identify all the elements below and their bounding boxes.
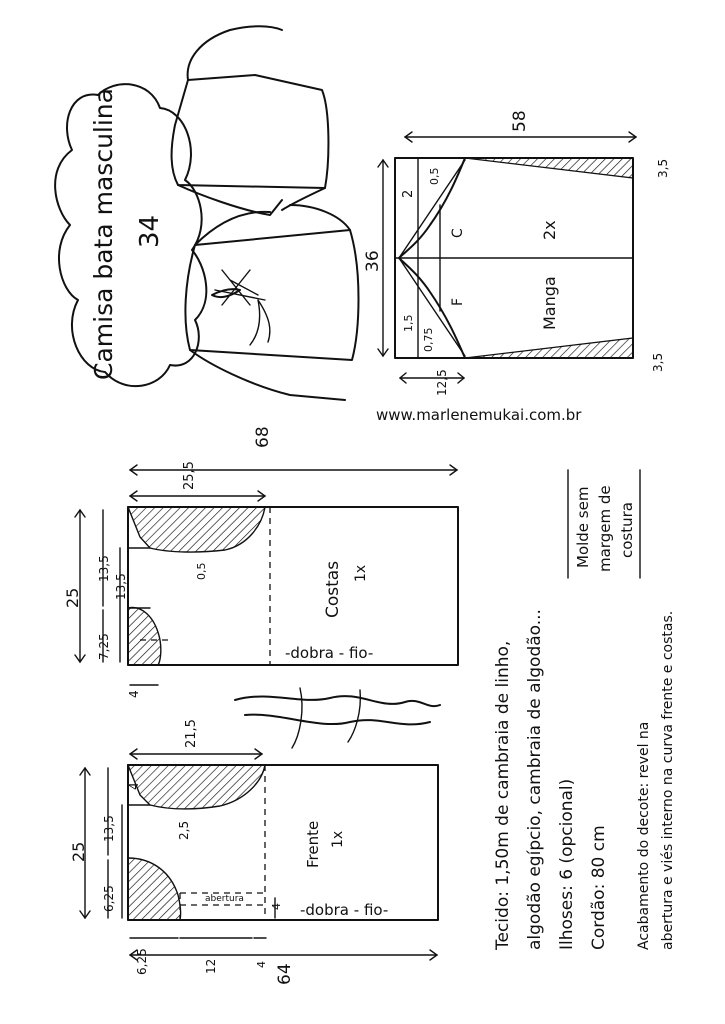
sleeve-dim-125: 12,5 [435,369,449,396]
back-dim-135a: 13,5 [97,555,111,582]
front-dim-625a: 6,25 [102,885,116,912]
front-fold-label: -dobra - fio- [300,901,389,919]
back-count: 1x [353,564,369,582]
note-seam-1: Molde sem [574,486,592,568]
signature-mark [235,688,440,748]
back-label: Costas [323,560,343,618]
back-shoulder: 25,5 [182,461,197,490]
back-width: 25 [63,587,82,608]
title-line1: Camisa bata masculina [89,88,118,380]
back-dim-05: 0,5 [195,562,208,580]
front-dim-135: 13,5 [102,815,116,842]
note-eyelets: Ilhoses: 6 (opcional) [557,778,577,950]
sleeve-dim-075: 0,75 [422,327,435,352]
sleeve-cap-top: 3,5 [656,158,670,178]
back-dim-135b: 13,5 [114,573,128,600]
shirt-front-sketch [185,205,358,400]
sleeve-dim-15: 1,5 [402,314,415,332]
sleeve-cap-bottom: 3,5 [651,352,665,372]
back-fold-label: -dobra - fio- [285,644,374,662]
front-shoulder: 21,5 [184,719,199,748]
note-fabric-1: Tecido: 1,50m de cambraia de linho, [493,640,513,950]
front-dim-4c: 4 [270,903,283,910]
front-piece [128,765,438,920]
note-seam-3: costura [618,502,636,558]
front-dim-4a: 4 [127,782,141,790]
front-dim-25: 2,5 [177,820,191,840]
website-url: www.marlenemukai.com.br [376,406,582,424]
shirt-back-sketch [172,26,329,215]
front-slit-label: abertura [205,894,244,904]
sleeve-curve-c: C [450,228,466,238]
note-seam-2: margem de [596,485,614,572]
note-finish-2: abertura e viés interno na curva frente e costas. [660,610,676,950]
front-count: 1x [330,830,346,848]
back-piece [128,507,458,665]
front-label: Frente [304,820,322,868]
note-fabric-2: algodão egípcio, cambraia de algodão... [525,609,545,950]
front-length: 64 [275,963,295,985]
sleeve-curve-f: F [450,297,466,306]
front-width: 25 [69,841,88,862]
title-cloud [55,84,206,386]
note-finish-1: Acabamento do decote: revel na [636,721,652,950]
front-dim-625b: 6,25 [135,948,149,975]
front-dim-12: 12 [204,958,218,974]
back-dim-725: 7,25 [97,633,111,660]
back-dim-4: 4 [127,690,141,698]
sleeve-dim-2: 2 [401,189,416,198]
front-dim-4b: 4 [255,961,268,968]
sleeve-width: 58 [510,110,530,132]
sleeve-count: 2x [540,220,559,240]
note-cord: Cordão: 80 cm [589,825,609,950]
sleeve-dim-05: 0,5 [428,167,441,185]
back-length: 68 [253,426,273,448]
sleeve-height: 36 [363,250,383,272]
sleeve-label: Manga [540,276,559,330]
title-line2: 34 [135,214,165,248]
